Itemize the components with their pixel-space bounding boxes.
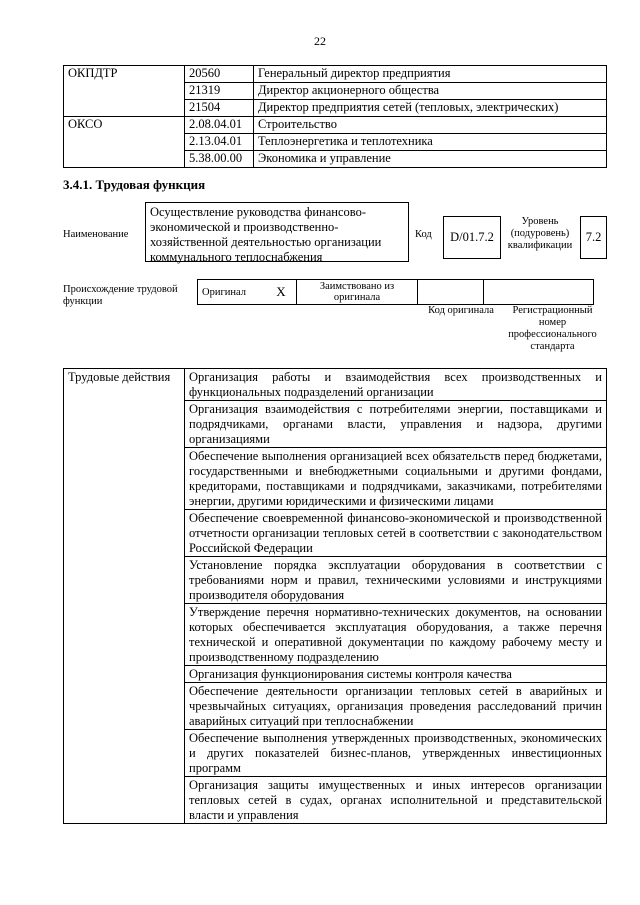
code-cell: 21504 [185, 100, 254, 117]
labor-actions-label-cont [64, 557, 185, 604]
classification-row [64, 66, 607, 83]
labor-action-text: Организация работы и взаимодействия всех производственных и функциональных подразделений организации [185, 369, 607, 401]
labor-action-row [64, 777, 607, 824]
page-number: 22 [314, 34, 326, 48]
labor-action-text: Организация взаимодействия с потребителями энергии, поставщиками и подрядчиками, органами власти, управления и надзора, другими организациями [185, 401, 607, 448]
original-label: Оригинал [198, 280, 267, 305]
labor-actions-label-cont [64, 666, 185, 683]
labor-action-row [64, 683, 607, 730]
code-label: Код [415, 229, 432, 240]
labor-action-text: Организация функционирования системы контроля качества [185, 666, 607, 683]
labor-actions-label-cont [64, 730, 185, 777]
origin-label: Происхождение трудовой функции [63, 284, 178, 307]
code-cell: 21319 [185, 83, 254, 100]
reg-number-cell [484, 280, 594, 305]
labor-actions-label-cont [64, 777, 185, 824]
classifier-cell [64, 83, 185, 100]
labor-actions-table [63, 368, 607, 824]
occupation-name-cell: Теплоэнергетика и теплотехника [254, 134, 607, 151]
labor-action-row [64, 666, 607, 683]
labor-action-row [64, 557, 607, 604]
labor-action-text: Организация защиты имущественных и иных интересов организации тепловых сетей в судах, органах исполнительной и представительской власти и управления [185, 777, 607, 824]
labor-action-text: Обеспечение своевременной финансово-экономической и производственной отчетности организации тепловых сетей в соответствии с законодательством Российской Федерации [185, 510, 607, 557]
function-name-value: Осуществление руководства финансово-экономической и производственно-хозяйственной деятельностью организации коммунального теплоснабжения [145, 202, 409, 262]
labor-actions-label-cont [64, 510, 185, 557]
labor-action-text: Утверждение перечня нормативно-технических документов, на основании которых обеспечивается эксплуатация оборудования, а также перечня технической и оперативной документации по каждому рабочему месту и производственному подразделению [185, 604, 607, 666]
reg-number-label: Регистрационный номер профессионального стандарта [508, 305, 597, 352]
origin-table [197, 279, 594, 305]
labor-actions-label-cont [64, 401, 185, 448]
classifier-cell: ОКПДТР [64, 66, 185, 83]
labor-action-row [64, 730, 607, 777]
classifier-cell [64, 100, 185, 117]
labor-action-row [64, 604, 607, 666]
labor-actions-label-cont [64, 604, 185, 666]
function-level-value: 7.2 [580, 216, 607, 259]
code-cell: 5.38.00.00 [185, 151, 254, 168]
classification-row [64, 117, 607, 134]
code-original-cell [418, 280, 484, 305]
classifier-cell [64, 134, 185, 151]
occupation-name-cell: Директор акционерного общества [254, 83, 607, 100]
section-title: 3.4.1. Трудовая функция [63, 177, 206, 192]
occupation-name-cell: Генеральный директор предприятия [254, 66, 607, 83]
labor-action-row [64, 369, 607, 401]
level-label: Уровень (подуровень) квалификации [507, 216, 573, 251]
occupation-name-cell: Экономика и управление [254, 151, 607, 168]
classifier-cell: ОКСО [64, 117, 185, 134]
labor-action-text: Обеспечение деятельности организации тепловых сетей в аварийных и чрезвычайных ситуациях, организация проведения расследований причин аварийных ситуаций при теплоснабжении [185, 683, 607, 730]
labor-actions-label-cont [64, 448, 185, 510]
labor-action-row [64, 448, 607, 510]
function-code-value: D/01.7.2 [443, 216, 501, 259]
classification-row [64, 83, 607, 100]
occupation-name-cell: Директор предприятия сетей (тепловых, электрических) [254, 100, 607, 117]
labor-action-row [64, 401, 607, 448]
labor-actions-label: Трудовые действия [64, 369, 185, 401]
occupation-name-cell: Строительство [254, 117, 607, 134]
code-original-label: Код оригинала [428, 305, 494, 316]
labor-action-row [64, 510, 607, 557]
name-label: Наименование [63, 229, 129, 240]
classification-row [64, 151, 607, 168]
labor-actions-label-cont [64, 683, 185, 730]
classification-row [64, 134, 607, 151]
code-cell: 2.13.04.01 [185, 134, 254, 151]
classification-row [64, 100, 607, 117]
labor-action-text: Обеспечение выполнения утвержденных производственных, экономических и других показателей бизнес-планов, утвержденных инвестиционных программ [185, 730, 607, 777]
code-cell: 20560 [185, 66, 254, 83]
original-mark: X [266, 280, 297, 305]
classifier-cell [64, 151, 185, 168]
labor-action-text: Обеспечение выполнения организацией всех обязательств перед бюджетами, государственными и внебюджетными социальными и другими фондами, кредиторами, поставщиками и подрядчиками, заказчиками, потребителями энергии, другими юридическими и физическими лицами [185, 448, 607, 510]
labor-action-text: Установление порядка эксплуатации оборудования в соответствии с требованиями норм и правил, техническими условиями и инструкциями производителя оборудования [185, 557, 607, 604]
classification-table [63, 65, 607, 168]
borrowed-label: Заимствовано из оригинала [297, 280, 418, 305]
code-cell: 2.08.04.01 [185, 117, 254, 134]
